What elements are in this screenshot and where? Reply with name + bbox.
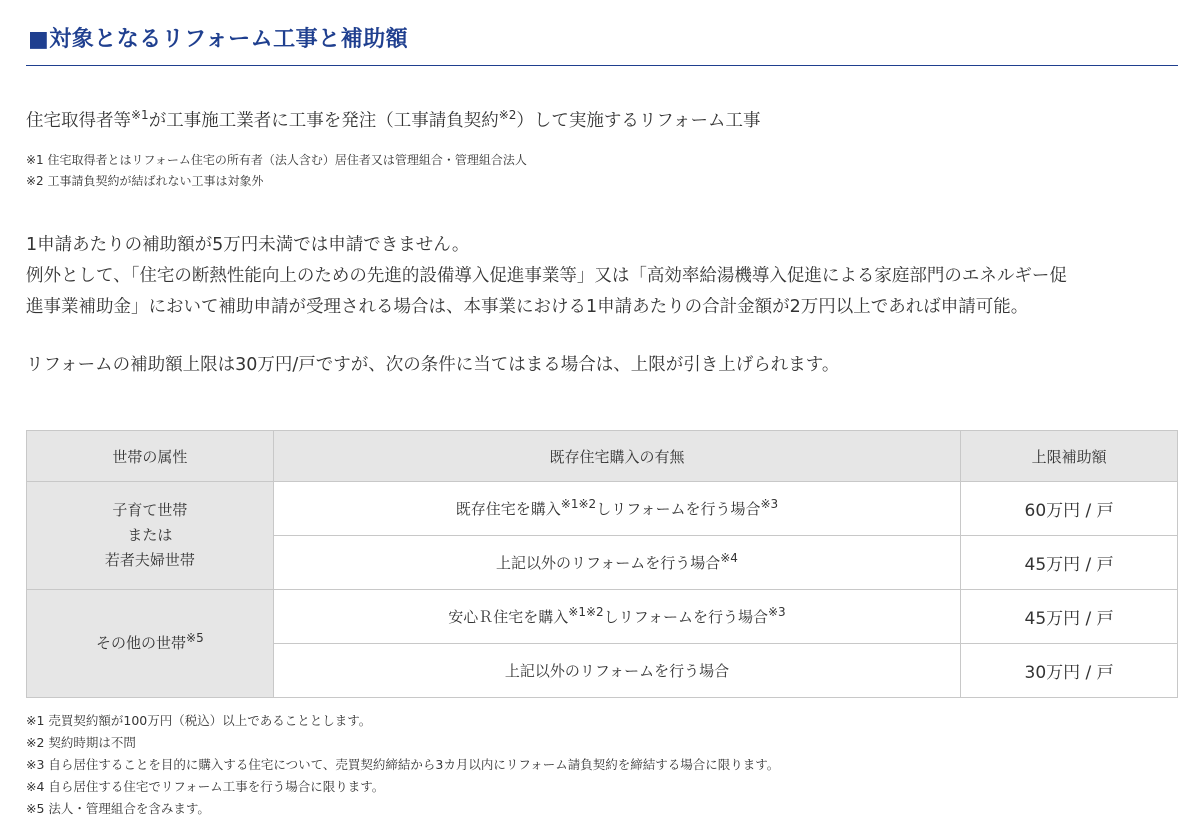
household-category-young: [27, 482, 274, 590]
column-header-amount: 上限補助額: [961, 431, 1178, 482]
lead-footnote-ref-1: ※1: [131, 108, 149, 123]
table-header-row: [27, 431, 1178, 482]
condition-text: 既存住宅を購入: [455, 500, 561, 518]
condition-text: しリフォームを行う場合: [596, 500, 761, 518]
table-footnote: ※3 自ら居住することを目的に購入する住宅について、売買契約締結から3カ月以内にリフォーム請負契約を締結する場合に限ります。: [26, 757, 780, 772]
table-footnote: ※5 法人・管理組合を含みます。: [26, 801, 210, 816]
category-line: または: [127, 526, 173, 544]
paragraph-line: リフォームの補助額上限は30万円/戸ですが、次の条件に当てはまる場合は、上限が引き上げられます。: [26, 355, 840, 375]
footnote-ref: ※3: [767, 605, 786, 619]
amount-cell: 45万円 / 戸: [961, 590, 1178, 644]
condition-cell: [273, 536, 960, 590]
footnote-ref: ※5: [186, 631, 204, 645]
footnote-ref: ※4: [720, 551, 738, 565]
paragraph-line: 進事業補助金」において補助申請が受理される場合は、本事業における1申請あたりの合計金額が2万円以上であれば申請可能。: [26, 297, 1029, 317]
category-line: 若者夫婦世帯: [104, 551, 195, 569]
category-line: 子育て世帯: [112, 501, 188, 519]
condition-text: 安心Ｒ住宅を購入: [448, 608, 569, 626]
table-footnotes: [26, 710, 779, 820]
paragraph-line: 1申請あたりの補助額が5万円未満では申請できません。: [26, 235, 470, 255]
condition-text: 上記以外のリフォームを行う場合: [495, 554, 721, 572]
lead-text-1: 住宅取得者等: [26, 111, 131, 131]
table-row: [27, 590, 1178, 644]
paragraph-line: 例外として、「住宅の断熱性能向上のための先進的設備導入促進事業等」又は「高効率給湯機導入促進による家庭部門のエネルギー促: [26, 266, 1067, 286]
lead-footnote: ※1 住宅取得者とはリフォーム住宅の所有者（法人含む）居住者又は管理組合・管理組合法人: [26, 153, 527, 167]
conditions-paragraph: [26, 230, 1186, 381]
lead-footnotes: [26, 150, 527, 192]
lead-text-2: が工事施工業者に工事を発注（工事請負契約: [148, 111, 499, 131]
lead-sentence: [26, 108, 761, 134]
lead-footnote: ※2 工事請負契約が結ばれない工事は対象外: [26, 174, 264, 188]
table-footnote: ※2 契約時期は不問: [26, 735, 136, 750]
amount-cell: 30万円 / 戸: [961, 644, 1178, 698]
table-footnote: ※1 売買契約額が100万円（税込）以上であることとします。: [26, 713, 372, 728]
heading-divider: [26, 65, 1178, 66]
amount-cell: 45万円 / 戸: [961, 536, 1178, 590]
amount-cell: 60万円 / 戸: [961, 482, 1178, 536]
footnote-ref: ※1※2: [568, 605, 604, 619]
column-header-household: 世帯の属性: [27, 431, 274, 482]
paragraph-gap: [26, 323, 1186, 350]
condition-cell: [273, 590, 960, 644]
condition-cell: [273, 482, 960, 536]
category-text: その他の世帯: [96, 634, 187, 652]
table-row: [27, 482, 1178, 536]
condition-cell: 上記以外のリフォームを行う場合: [273, 644, 960, 698]
lead-text-3: ）して実施するリフォーム工事: [516, 111, 761, 131]
table-footnote: ※4 自ら居住する住宅でリフォーム工事を行う場合に限ります。: [26, 779, 385, 794]
column-header-purchase: 既存住宅購入の有無: [273, 431, 960, 482]
section-heading: ■対象となるリフォーム工事と補助額: [28, 27, 409, 52]
lead-footnote-ref-2: ※2: [498, 108, 517, 123]
footnote-ref: ※3: [760, 497, 779, 511]
household-category-other: [27, 590, 274, 698]
footnote-ref: ※1※2: [560, 497, 597, 511]
subsidy-table: [26, 430, 1178, 698]
condition-text: しリフォームを行う場合: [603, 608, 768, 626]
